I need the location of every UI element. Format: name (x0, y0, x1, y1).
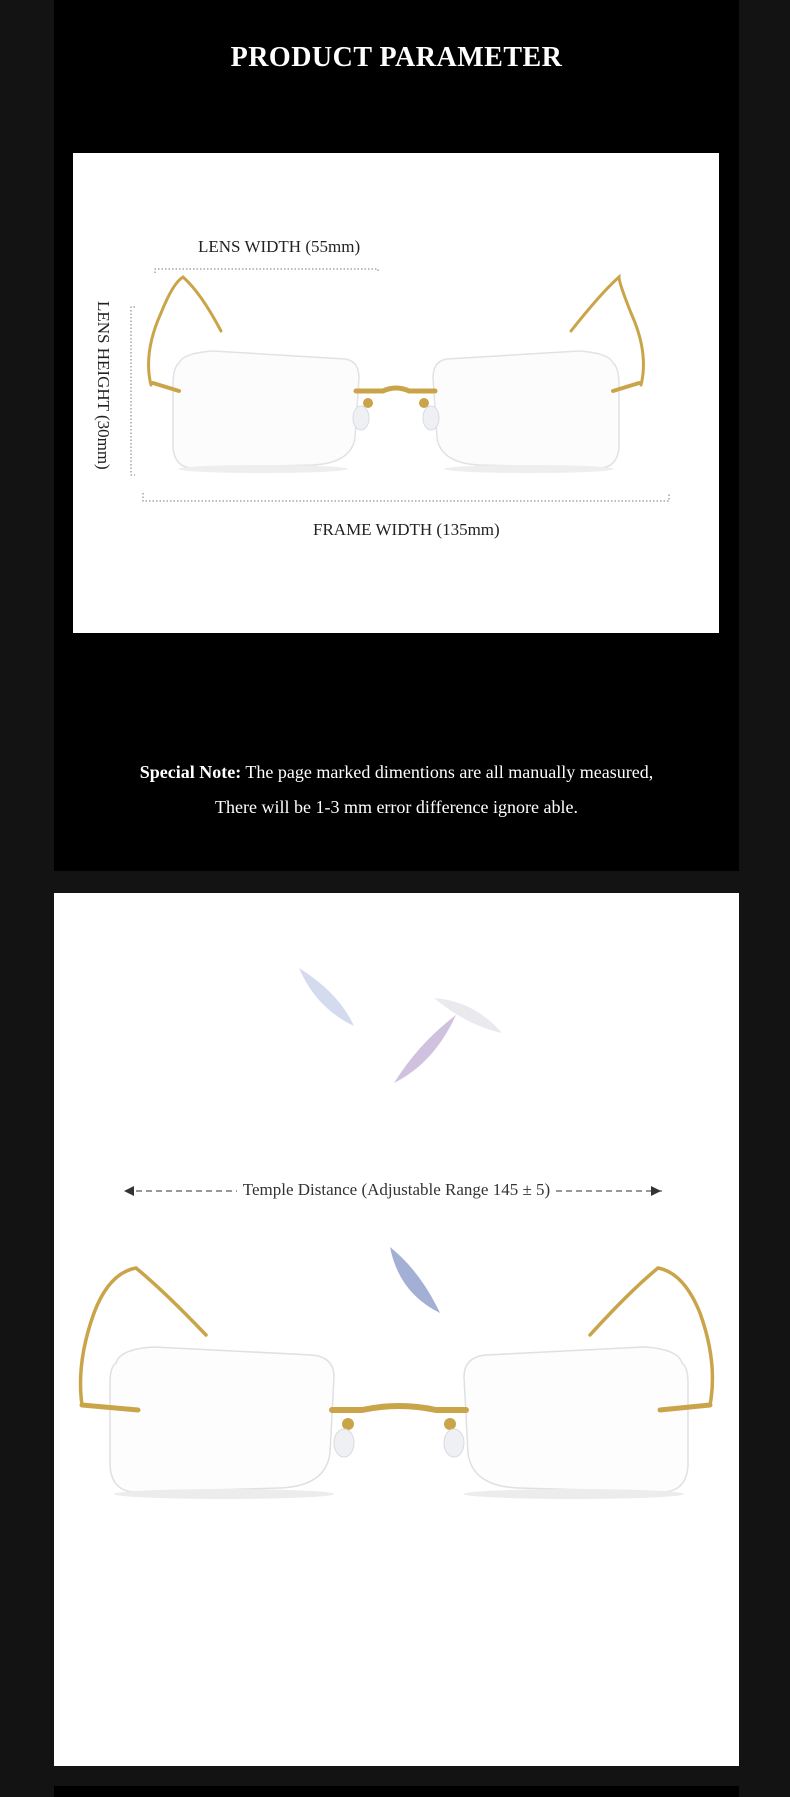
right-lens (464, 1347, 688, 1492)
feather-1 (299, 968, 354, 1026)
left-lens (173, 351, 359, 468)
left-lens (110, 1347, 334, 1492)
lens-width-label: LENS WIDTH (55mm) (198, 237, 361, 256)
frame-width-label: FRAME WIDTH (135mm) (313, 520, 500, 539)
panel-title: PRODUCT PARAMETER (230, 42, 563, 73)
lens-width-guide (155, 269, 378, 273)
glasses-dimension-image (73, 153, 719, 633)
right-lens (433, 351, 619, 468)
product-parameter-panel (54, 0, 739, 871)
lens-height-guide (131, 307, 135, 475)
temple-distance-image (54, 893, 739, 1766)
special-note-line2: There will be 1-3 mm error difference ignore able. (214, 797, 578, 817)
feather-4 (390, 1247, 440, 1313)
temple-distance-text: Temple Distance (Adjustable Range 145 ± 5) (237, 1180, 556, 1199)
bottom-strip (54, 1786, 739, 1797)
special-note-text: The page marked dimentions are all manually measured, (241, 762, 654, 782)
dimension-diagram (73, 153, 719, 633)
bridge (356, 388, 435, 391)
special-note-heading: Special Note: (139, 762, 242, 782)
frame-width-guide (143, 493, 669, 501)
special-note-line1 (54, 762, 739, 783)
bridge (332, 1406, 466, 1410)
temple-distance-label (54, 1180, 739, 1200)
feather-2 (394, 1015, 456, 1083)
lens-height-label: LENS HEIGHT (30mm) (94, 301, 113, 470)
temple-distance-panel (54, 893, 739, 1766)
